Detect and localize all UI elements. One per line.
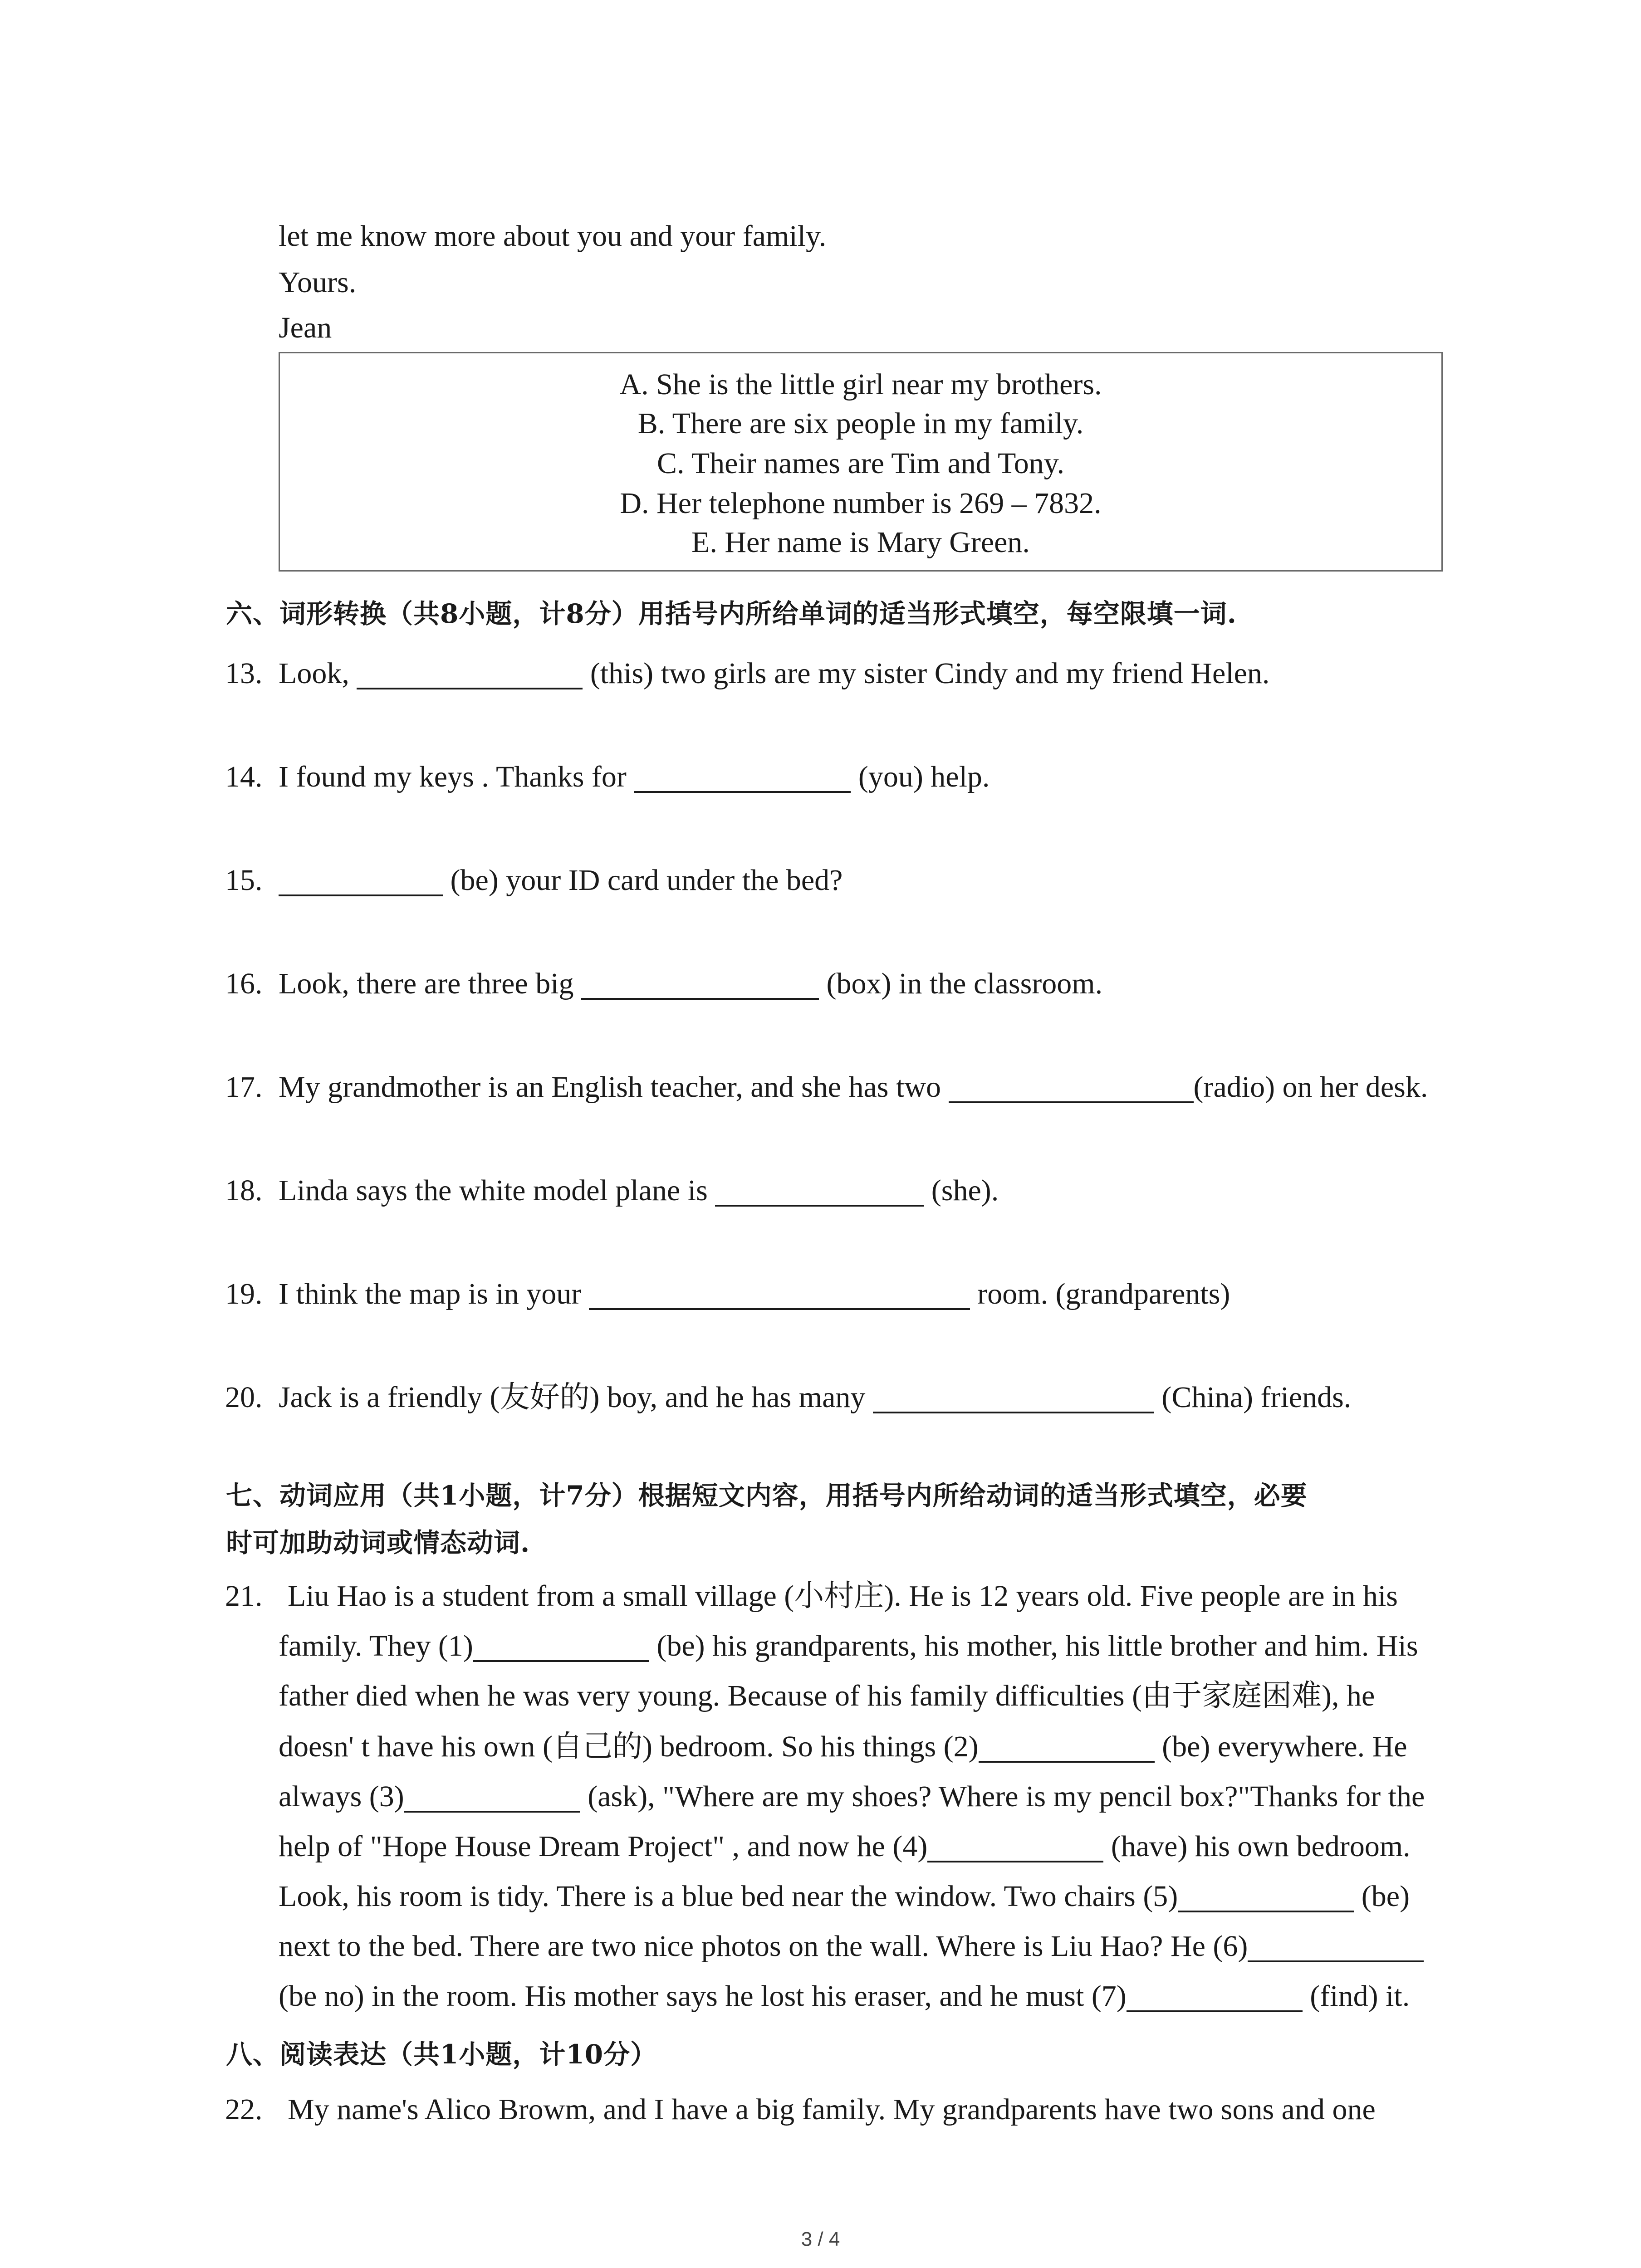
question-18 [279,1176,999,1207]
passage-text: (be) [1354,1880,1410,1913]
passage-text: (have) his own bedroom. [1103,1830,1411,1863]
question-text: room. (grandparents) [970,1277,1230,1310]
section-7-heading: 七、动词应用（共1小题，计7分）根据短文内容，用括号内所给动词的适当形式填空，必要 [226,1480,1308,1511]
page-number: 3 / 4 [801,2228,840,2250]
answer-blank[interactable] [949,1101,1194,1103]
passage-text: always (3) [279,1780,404,1813]
option-c: C. Their names are Tim and Tony. [657,447,1064,480]
passage-line [279,1631,1418,1662]
blank-5[interactable] [1178,1910,1354,1912]
question-number: 19. [225,1277,263,1310]
letter-signature: Jean [279,311,332,344]
question-number: 20. [225,1381,263,1414]
passage-text: family. They (1) [279,1629,473,1662]
question-14 [279,762,989,793]
question-number: 15. [225,864,263,897]
blank-2[interactable] [979,1760,1155,1763]
passage-text: (be) everywhere. He [1154,1730,1407,1763]
passage-line [279,1782,1425,1813]
blank-7[interactable] [1127,2010,1303,2012]
answer-blank[interactable] [873,1411,1154,1413]
answer-blank[interactable] [589,1308,970,1310]
question-text: Linda says the white model plane is [279,1174,715,1207]
answer-blank[interactable] [634,791,851,793]
section-8-heading: 八、阅读表达（共1小题，计10分） [226,2039,657,2070]
question-text: (be) your ID card under the bed? [443,864,843,897]
blank-4[interactable] [927,1860,1103,1862]
question-text: (she). [924,1174,999,1207]
answer-blank[interactable] [581,997,819,1000]
question-text: Look, [279,657,357,690]
question-15 [279,865,843,896]
passage-line [279,1732,1407,1763]
options-box [279,352,1443,572]
section-7-heading-cont: 时可加助动词或情态动词. [226,1527,530,1558]
question-text: (you) help. [851,760,990,793]
passage-text: doesn' t have his own (自己的) bedroom. So his things (2) [279,1730,979,1763]
passage-line [279,1931,1424,1962]
passage-text: (ask), "Where are my shoes? Where is my pencil box?"Thanks for the [580,1780,1425,1813]
question-number: 18. [225,1174,263,1207]
passage-line [279,1832,1411,1862]
passage-line: Liu Hao is a student from a small village (小村庄). He is 12 years old. Five people are in his [288,1579,1398,1613]
question-text: (box) in the classroom. [819,967,1103,1000]
question-text: Look, there are three big [279,967,582,1000]
question-number: 21. [225,1579,263,1613]
question-number: 16. [225,967,263,1000]
passage-text: Look, his room is tidy. There is a blue bed near the window. Two chairs (5) [279,1880,1178,1913]
question-number: 13. [225,657,263,690]
passage-line: My name's Alico Browm, and I have a big family. My grandparents have two sons and one [288,2093,1376,2126]
passage-text: (be) his grandparents, his mother, his little brother and him. His [649,1629,1418,1662]
question-text: (radio) on her desk. [1193,1070,1428,1104]
passage-text: next to the bed. There are two nice photos on the wall. Where is Liu Hao? He (6) [279,1930,1248,1963]
passage-line [279,1981,1410,2012]
question-13 [279,659,1269,689]
option-e: E. Her name is Mary Green. [691,526,1030,559]
option-b: B. There are six people in my family. [637,407,1084,440]
blank-6[interactable] [1248,1960,1424,1962]
question-19 [279,1279,1230,1310]
section-6-heading: 六、词形转换（共8小题，计8分）用括号内所给单词的适当形式填空，每空限填一词. [226,598,1237,629]
question-number: 17. [225,1070,263,1104]
option-a: A. She is the little girl near my brothers. [619,368,1102,401]
question-17 [279,1072,1428,1103]
question-20 [279,1383,1351,1413]
passage-text: help of "Hope House Dream Project" , and now he (4) [279,1830,928,1863]
passage-text: (find) it. [1302,1980,1410,2013]
option-d: D. Her telephone number is 269 – 7832. [620,487,1102,520]
question-text: I think the map is in your [279,1277,589,1310]
question-16 [279,969,1102,1000]
question-text: (this) two girls are my sister Cindy and my friend Helen. [583,657,1270,690]
letter-closing: Yours. [279,266,357,299]
question-number: 14. [225,760,263,793]
question-text: I found my keys . Thanks for [279,760,634,793]
passage-line [279,1882,1410,1912]
answer-blank[interactable] [715,1204,924,1207]
blank-1[interactable] [473,1660,649,1662]
answer-blank[interactable] [357,687,583,689]
answer-blank[interactable] [279,894,443,896]
question-text: (China) friends. [1154,1381,1352,1414]
question-text: My grandmother is an English teacher, and she has two [279,1070,949,1104]
passage-line: father died when he was very young. Because of his family difficulties (由于家庭困难), he [279,1679,1375,1712]
blank-3[interactable] [404,1810,580,1813]
question-number: 22. [225,2093,263,2126]
question-text: Jack is a friendly (友好的) boy, and he has many [279,1381,873,1414]
passage-text: (be no) in the room. His mother says he lost his eraser, and he must (7) [279,1980,1127,2013]
letter-line: let me know more about you and your family. [279,220,827,253]
